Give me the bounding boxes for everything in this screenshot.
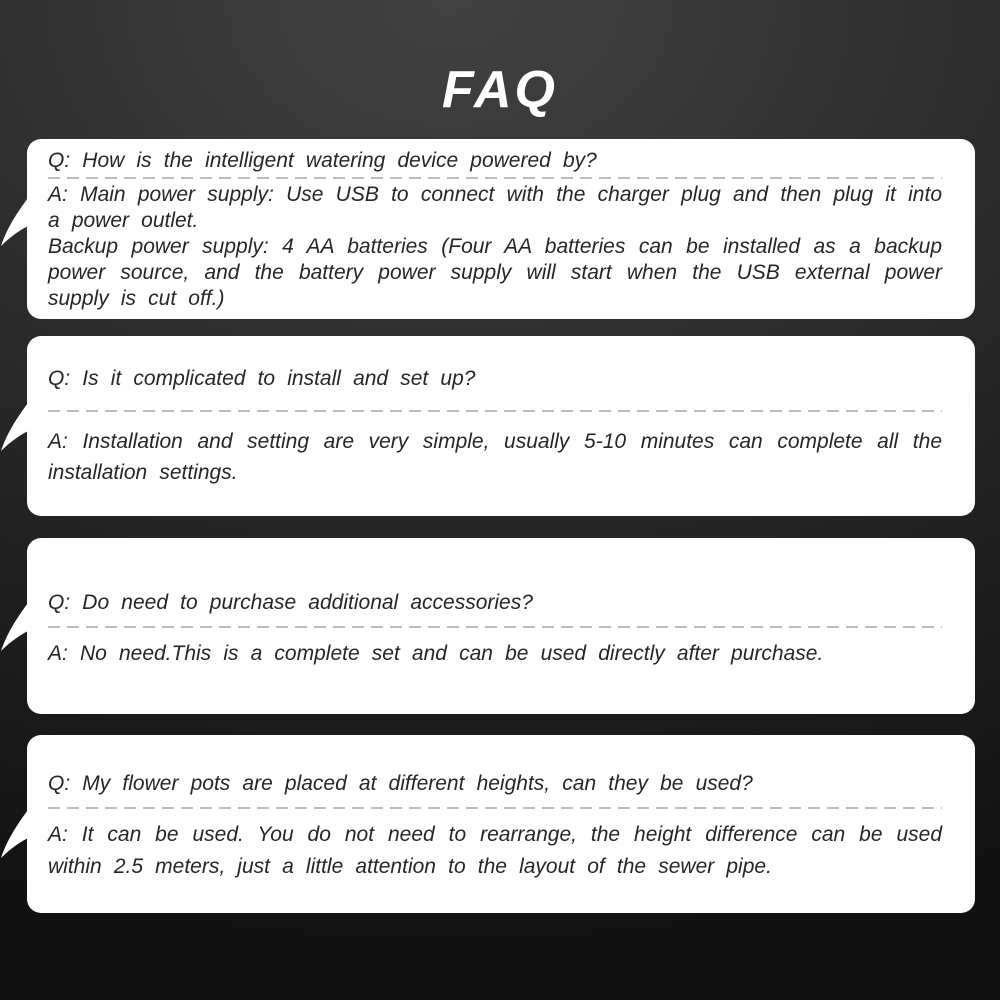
page-title: FAQ <box>442 61 558 119</box>
speech-tail-icon <box>0 807 30 859</box>
faq-question: Q: My flower pots are placed at different heights, can they be used? <box>48 772 753 795</box>
faq-answer <box>48 819 942 883</box>
faq-card <box>27 139 975 319</box>
dashed-divider <box>48 177 942 179</box>
speech-tail-icon <box>0 600 30 652</box>
faq-card <box>27 735 975 913</box>
faq-answer <box>48 426 942 488</box>
faq-question: Q: How is the intelligent watering device powered by? <box>48 149 597 172</box>
faq-answer-paragraph: A: Main power supply: Use USB to connect with the charger plug and then plug it into a power outlet. <box>48 183 942 232</box>
faq-answer <box>48 182 942 312</box>
faq-answer-paragraph: A: It can be used. You do not need to rearrange, the height difference can be used within 2.5 meters, just a little attention to the layout of the sewer pipe. <box>48 823 942 878</box>
dashed-divider <box>48 410 942 412</box>
faq-answer <box>48 641 942 667</box>
faq-answer-paragraph: A: No need.This is a complete set and can be used directly after purchase. <box>48 642 824 665</box>
faq-answer-paragraph: Backup power supply: 4 AA batteries (Four AA batteries can be installed as a backup power source, and the battery power supply will start when the USB external power supply is cut off.) <box>48 235 942 310</box>
speech-tail-icon <box>0 400 30 452</box>
faq-question: Q: Is it complicated to install and set up? <box>48 367 476 390</box>
speech-tail-icon <box>0 195 30 247</box>
faq-card <box>27 336 975 516</box>
faq-question: Q: Do need to purchase additional accessories? <box>48 591 533 614</box>
dashed-divider <box>48 626 942 628</box>
dashed-divider <box>48 807 942 809</box>
faq-card <box>27 538 975 714</box>
faq-answer-paragraph: A: Installation and setting are very simple, usually 5-10 minutes can complete all the installation settings. <box>48 430 942 484</box>
